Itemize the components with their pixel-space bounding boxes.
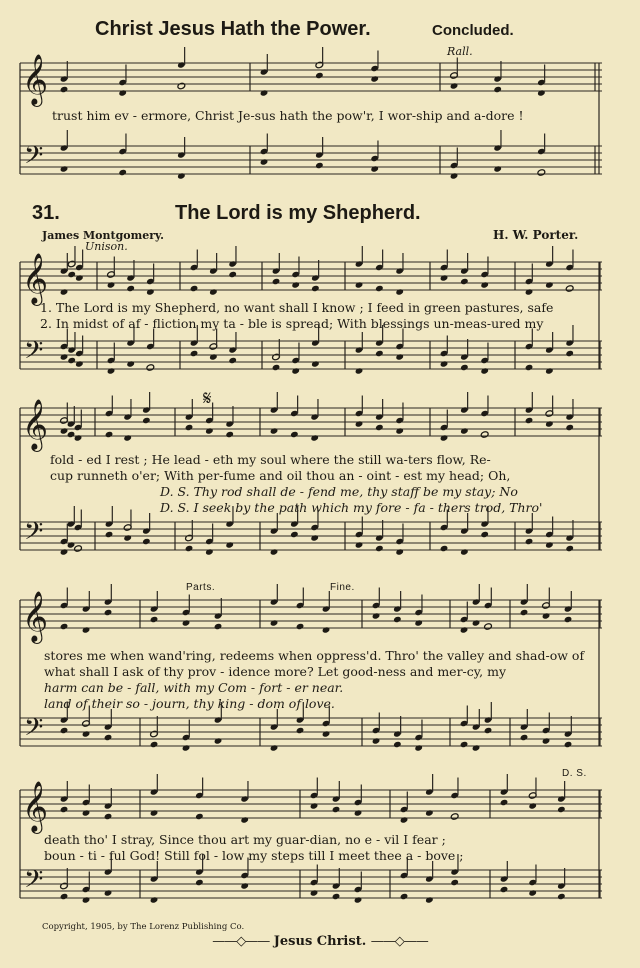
note-head bbox=[190, 285, 199, 292]
note-head bbox=[290, 531, 299, 538]
note-head bbox=[260, 89, 269, 96]
note-head bbox=[525, 364, 534, 371]
note-head bbox=[107, 281, 116, 288]
note-head bbox=[414, 744, 423, 751]
note-head bbox=[542, 737, 551, 744]
note-head bbox=[370, 165, 379, 172]
note-head bbox=[564, 741, 573, 748]
note-head bbox=[60, 727, 69, 734]
note-head bbox=[375, 350, 384, 357]
note-head bbox=[322, 730, 331, 737]
note-head bbox=[315, 162, 324, 169]
composer-credit: H. W. Porter. bbox=[493, 228, 579, 242]
bass-staff bbox=[20, 146, 602, 174]
note-head bbox=[185, 545, 194, 552]
note-head bbox=[355, 420, 364, 427]
note-head bbox=[493, 86, 502, 93]
note-head bbox=[60, 288, 69, 295]
note-head bbox=[74, 434, 83, 441]
note-head bbox=[480, 431, 489, 438]
note-head bbox=[104, 609, 113, 616]
note-head bbox=[450, 879, 459, 886]
note-head bbox=[484, 727, 493, 734]
note-head bbox=[142, 538, 151, 545]
note-head bbox=[150, 896, 159, 903]
note-head bbox=[393, 741, 402, 748]
note-head bbox=[500, 886, 509, 893]
note-head bbox=[460, 548, 469, 555]
note-head bbox=[142, 417, 151, 424]
note-head bbox=[209, 353, 218, 360]
note-head bbox=[565, 545, 574, 552]
lyric-line: cup runneth o'er; With per-fume and oil thou an - oint - est my head; Oh, bbox=[50, 468, 511, 483]
note-head bbox=[440, 545, 449, 552]
topic-footer bbox=[0, 934, 640, 949]
note-head bbox=[272, 364, 281, 371]
note-head bbox=[240, 882, 249, 889]
note-head bbox=[205, 427, 214, 434]
treble-clef-icon: 𝄞 bbox=[22, 253, 49, 304]
fine-marking: Fine. bbox=[330, 582, 355, 593]
rall-marking: Rall. bbox=[447, 45, 473, 58]
note-head bbox=[214, 737, 223, 744]
lyric-line: fold - ed I rest ; He lead - eth my soul where the still wa-ters flow, Re- bbox=[50, 452, 491, 467]
note-head bbox=[395, 288, 404, 295]
note-head bbox=[393, 616, 402, 623]
note-head bbox=[82, 730, 91, 737]
note-head bbox=[82, 809, 91, 816]
note-head bbox=[525, 538, 534, 545]
note-head bbox=[460, 278, 469, 285]
note-head bbox=[450, 172, 459, 179]
note-head bbox=[272, 278, 281, 285]
lyric-line-italic: land of their so - journ, thy king - dom of love. bbox=[44, 696, 335, 711]
note-head bbox=[310, 534, 319, 541]
note-head bbox=[60, 623, 69, 630]
note-head bbox=[75, 360, 84, 367]
note-head bbox=[104, 889, 113, 896]
note-head bbox=[425, 896, 434, 903]
note-head bbox=[375, 545, 384, 552]
lyric-line: death tho' I stray, Since thou art my guar-dian, no e - vil I fear ; bbox=[44, 832, 446, 847]
note-head bbox=[480, 367, 489, 374]
note-head bbox=[450, 813, 459, 820]
note-head bbox=[440, 274, 449, 281]
concluded-label: Concluded. bbox=[432, 22, 514, 39]
note-head bbox=[150, 741, 159, 748]
note-head bbox=[290, 431, 299, 438]
note-head bbox=[60, 806, 69, 813]
note-head bbox=[565, 350, 574, 357]
note-head bbox=[310, 434, 319, 441]
note-head bbox=[525, 288, 534, 295]
note-head bbox=[354, 896, 363, 903]
note-head bbox=[195, 879, 204, 886]
note-head bbox=[332, 893, 341, 900]
note-head bbox=[67, 357, 76, 364]
lyric-line: 2. In midst of af - fliction my ta - ble is spread; With blessings un-meas-ured my bbox=[40, 316, 544, 331]
note-head bbox=[60, 165, 69, 172]
note-head bbox=[520, 609, 529, 616]
note-head bbox=[395, 353, 404, 360]
note-head bbox=[225, 541, 234, 548]
note-head bbox=[528, 889, 537, 896]
note-head bbox=[67, 431, 76, 438]
topic-label: Jesus Christ. bbox=[273, 934, 367, 949]
note-head bbox=[480, 531, 489, 538]
note-head bbox=[182, 744, 191, 751]
note-head bbox=[225, 431, 234, 438]
unison-marking: Unison. bbox=[85, 240, 128, 253]
note-head bbox=[480, 281, 489, 288]
note-head bbox=[460, 626, 469, 633]
note-head bbox=[332, 806, 341, 813]
note-head bbox=[354, 809, 363, 816]
note-head bbox=[355, 281, 364, 288]
note-head bbox=[182, 619, 191, 626]
note-head bbox=[190, 350, 199, 357]
note-head bbox=[146, 364, 155, 371]
note-head bbox=[322, 626, 331, 633]
treble-clef-icon: 𝄞 bbox=[22, 54, 49, 105]
note-head bbox=[460, 741, 469, 748]
lyric-line: 1. The Lord is my Shepherd, no want shall I know ; I feed in green pastures, safe bbox=[40, 300, 554, 315]
note-head bbox=[311, 285, 320, 292]
note-head bbox=[209, 288, 218, 295]
note-head bbox=[270, 744, 279, 751]
note-head bbox=[126, 360, 135, 367]
note-head bbox=[177, 172, 186, 179]
note-head bbox=[296, 727, 305, 734]
note-head bbox=[60, 548, 69, 555]
note-head bbox=[118, 89, 127, 96]
note-head bbox=[542, 612, 551, 619]
bass-clef-icon: 𝄢 bbox=[24, 141, 44, 176]
note-head bbox=[195, 813, 204, 820]
note-head bbox=[310, 889, 319, 896]
treble-staff bbox=[20, 63, 602, 91]
note-head bbox=[270, 619, 279, 626]
author-credit: James Montgomery. bbox=[42, 229, 165, 242]
note-head bbox=[310, 802, 319, 809]
note-head bbox=[425, 809, 434, 816]
concluded-lyric: trust him ev - ermore, Christ Je-sus hath the pow'r, I wor-ship and a-dore ! bbox=[52, 108, 524, 123]
treble-clef-icon: 𝄞 bbox=[22, 781, 49, 832]
note-head bbox=[126, 285, 135, 292]
note-head bbox=[440, 360, 449, 367]
note-head bbox=[123, 534, 132, 541]
note-head bbox=[372, 612, 381, 619]
note-head bbox=[82, 626, 91, 633]
note-head bbox=[82, 896, 91, 903]
note-head bbox=[228, 271, 237, 278]
note-head bbox=[395, 427, 404, 434]
note-head bbox=[375, 285, 384, 292]
bass-clef-icon: 𝄢 bbox=[24, 865, 44, 900]
note-head bbox=[472, 619, 481, 626]
bass-staff bbox=[20, 718, 602, 746]
note-head bbox=[315, 72, 324, 79]
note-head bbox=[291, 281, 300, 288]
note-head bbox=[270, 548, 279, 555]
note-head bbox=[395, 548, 404, 555]
note-head bbox=[537, 89, 546, 96]
bass-clef-icon: 𝄢 bbox=[24, 517, 44, 552]
lyric-line-ds: D. S. I seek by the path which my fore - fa - thers trod, Thro' bbox=[160, 500, 543, 515]
treble-clef-icon: 𝄞 bbox=[22, 591, 49, 642]
note-head bbox=[311, 360, 320, 367]
note-head bbox=[537, 169, 546, 176]
note-head bbox=[440, 434, 449, 441]
note-head bbox=[185, 424, 194, 431]
note-head bbox=[545, 541, 554, 548]
note-head bbox=[545, 420, 554, 427]
note-head bbox=[291, 367, 300, 374]
note-head bbox=[60, 893, 69, 900]
note-head bbox=[146, 288, 155, 295]
note-head bbox=[355, 367, 364, 374]
note-head bbox=[545, 367, 554, 374]
note-head bbox=[74, 545, 83, 552]
hymn-number: 31. bbox=[32, 202, 60, 224]
note-head bbox=[107, 367, 116, 374]
note-head bbox=[104, 813, 113, 820]
note-head bbox=[228, 357, 237, 364]
note-head bbox=[67, 541, 76, 548]
note-head bbox=[150, 616, 159, 623]
parts-marking: Parts. bbox=[186, 582, 216, 593]
note-head bbox=[105, 531, 114, 538]
note-head bbox=[60, 86, 69, 93]
note-head bbox=[270, 427, 279, 434]
note-head bbox=[400, 893, 409, 900]
note-head bbox=[240, 816, 249, 823]
note-head bbox=[355, 541, 364, 548]
note-head bbox=[484, 623, 493, 630]
segno-icon: 𝄋 bbox=[203, 386, 212, 410]
ornament-left-icon: ——◇—— bbox=[212, 934, 270, 949]
bass-clef-icon: 𝄢 bbox=[24, 336, 44, 371]
note-head bbox=[564, 616, 573, 623]
note-head bbox=[460, 427, 469, 434]
note-head bbox=[557, 806, 566, 813]
note-head bbox=[214, 623, 223, 630]
lyric-line-ds: D. S. Thy rod shall de - fend me, thy staff be my stay; No bbox=[160, 484, 518, 499]
note-head bbox=[557, 893, 566, 900]
note-head bbox=[565, 424, 574, 431]
note-head bbox=[565, 285, 574, 292]
hymn-title-concluded: Christ Jesus Hath the Power. bbox=[95, 18, 371, 40]
lyric-line: boun - ti - ful God! Still fol - low my steps till I meet thee a - bove ; bbox=[44, 848, 464, 863]
copyright-notice: Copyright, 1905, by The Lorenz Publishing Co. bbox=[42, 922, 245, 932]
note-head bbox=[472, 744, 481, 751]
note-head bbox=[104, 734, 113, 741]
lyric-line: stores me when wand'ring, redeems when oppress'd. Thro' the valley and shad-ow of bbox=[44, 648, 585, 663]
note-head bbox=[414, 619, 423, 626]
note-head bbox=[123, 434, 132, 441]
lyric-line: what shall I ask of thy prov - idence more? Let good-ness and mer-cy, my bbox=[44, 664, 507, 679]
note-head bbox=[528, 802, 537, 809]
note-head bbox=[105, 431, 114, 438]
ds-marking: D. S. bbox=[562, 768, 587, 779]
note-head bbox=[545, 281, 554, 288]
note-head bbox=[60, 353, 69, 360]
hymn-title: The Lord is my Shepherd. bbox=[175, 202, 421, 224]
note-head bbox=[205, 548, 214, 555]
lyric-line-italic: harm can be - fall, with my Com - fort - er near. bbox=[44, 680, 344, 695]
note-head bbox=[500, 799, 509, 806]
note-head bbox=[520, 734, 529, 741]
note-head bbox=[372, 737, 381, 744]
note-head bbox=[375, 424, 384, 431]
note-head bbox=[525, 417, 534, 424]
treble-clef-icon: 𝄞 bbox=[22, 399, 49, 450]
note-head bbox=[260, 158, 269, 165]
note-head bbox=[67, 271, 76, 278]
note-head bbox=[460, 364, 469, 371]
note-head bbox=[118, 169, 127, 176]
bass-clef-icon: 𝄢 bbox=[24, 713, 44, 748]
note-head bbox=[150, 809, 159, 816]
note-head bbox=[296, 623, 305, 630]
note-head bbox=[60, 427, 69, 434]
note-head bbox=[177, 82, 186, 89]
note-head bbox=[370, 75, 379, 82]
note-head bbox=[493, 165, 502, 172]
note-head bbox=[400, 816, 409, 823]
ornament-right-icon: ——◇—— bbox=[370, 934, 428, 949]
note-head bbox=[75, 274, 84, 281]
note-head bbox=[450, 82, 459, 89]
